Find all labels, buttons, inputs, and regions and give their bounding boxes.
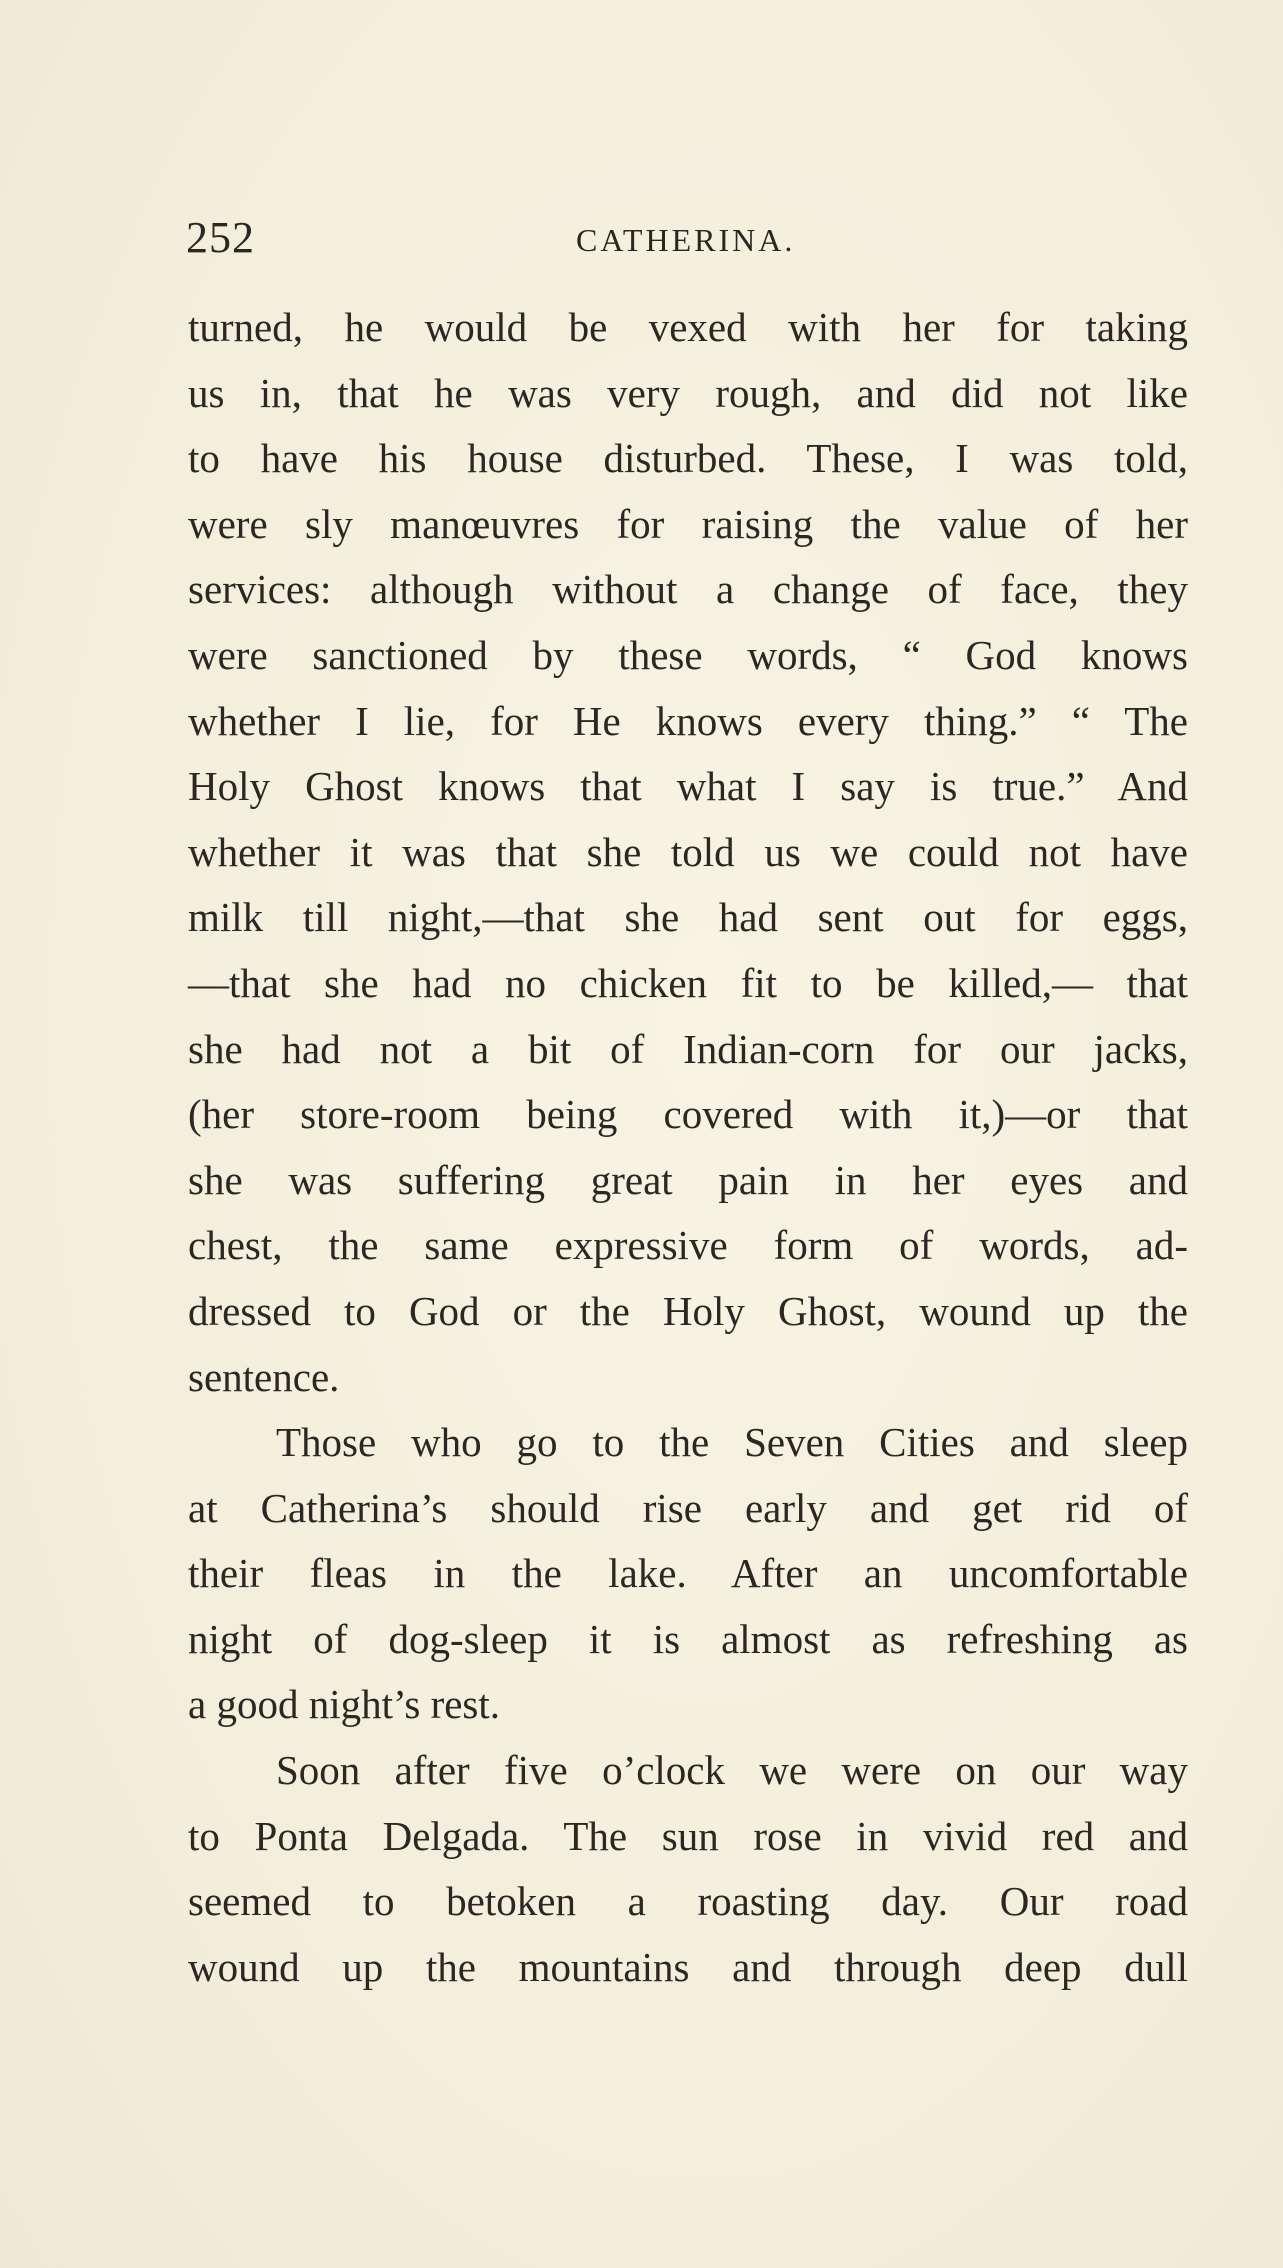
text-line: she had not a bit of Indian-corn for our jacks,: [188, 1025, 1188, 1072]
text-line: services: although without a change of face, they: [188, 566, 1188, 613]
text-line: Holy Ghost knows that what I say is true.” And: [188, 763, 1188, 810]
text-line: milk till night,—that she had sent out for eggs,: [188, 894, 1188, 941]
text-line: us in, that he was very rough, and did not like: [188, 369, 1188, 416]
text-line: she was suffering great pain in her eyes and: [188, 1156, 1188, 1203]
text-line: their fleas in the lake. After an uncomfortable: [188, 1550, 1188, 1597]
text-line: a good night’s rest.: [188, 1681, 501, 1728]
text-line: seemed to betoken a roasting day. Our road: [188, 1878, 1188, 1925]
text-line: at Catherina’s should rise early and get rid of: [188, 1484, 1188, 1531]
text-line: turned, he would be vexed with her for taking: [188, 304, 1188, 350]
text-line: chest, the same expressive form of words, ad-: [188, 1222, 1188, 1269]
text-line: sentence.: [188, 1353, 340, 1400]
text-line: Soon after five o’clock we were on our way: [276, 1747, 1188, 1794]
text-line: were sanctioned by these words, “ God knows: [188, 631, 1188, 678]
text-line: whether it was that she told us we could not have: [188, 828, 1188, 875]
text-line: dressed to God or the Holy Ghost, wound up the: [188, 1287, 1188, 1334]
text-line: were sly manœuvres for raising the value of her: [188, 500, 1188, 547]
text-line: —that she had no chicken fit to be killed,— that: [188, 959, 1188, 1006]
text-line: (her store-room being covered with it,)—or that: [188, 1091, 1188, 1138]
text-line: to have his house disturbed. These, I was told,: [188, 435, 1188, 482]
body-text: [188, 295, 1188, 2000]
text-line: night of dog-sleep it is almost as refreshing as: [188, 1615, 1188, 1662]
running-head: CATHERINA.: [576, 222, 796, 258]
text-line: to Ponta Delgada. The sun rose in vivid red and: [188, 1812, 1188, 1859]
text-line: Those who go to the Seven Cities and sleep: [276, 1419, 1188, 1466]
text-line: whether I lie, for He knows every thing.” “ The: [188, 697, 1188, 744]
page-number: 252: [186, 213, 255, 262]
text-line: wound up the mountains and through deep dull: [188, 1943, 1188, 1990]
page-header: [186, 212, 1186, 272]
